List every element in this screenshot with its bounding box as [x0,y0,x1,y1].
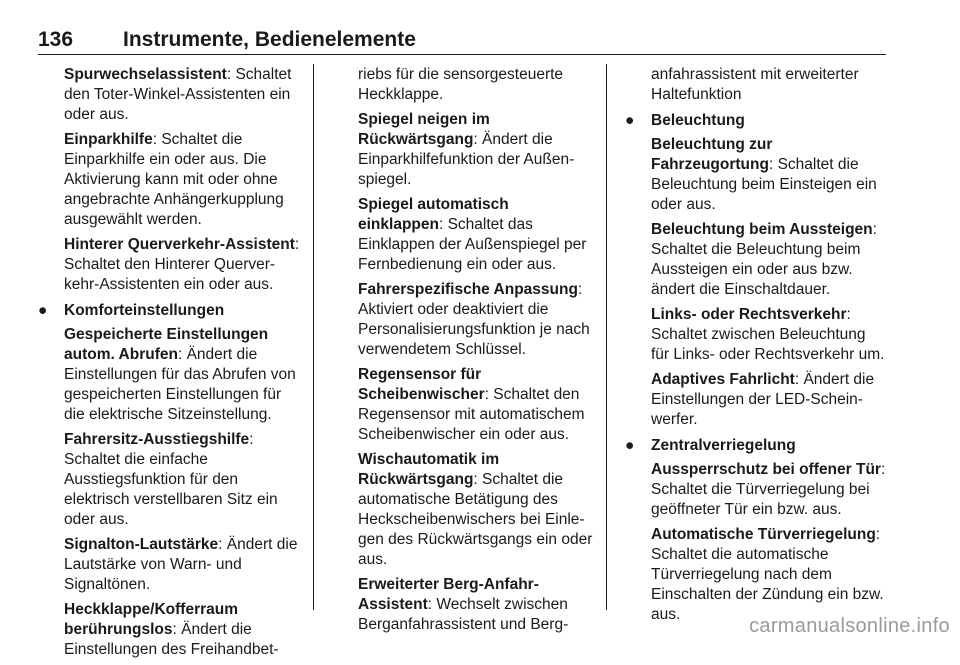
setting-entry [358,365,594,445]
column-divider-1 [313,64,314,610]
setting-description: : Schaltet die Beleuchtung beim Einsteigen ein oder aus. [651,156,877,213]
bullet-icon: ● [625,112,635,129]
setting-term: Beleuchtung beim Aussteigen [651,221,873,238]
setting-term: Aussperrschutz bei offener Tür [651,461,881,478]
page-title: Instrumente, Bedienelemente [123,28,416,51]
setting-description: : Schaltet zwischen Beleuchtung für Links- oder Rechtsverkehr um. [651,306,885,363]
setting-description: : Schaltet die Beleuchtung beim Aussteigen ein oder aus bzw. ändert die Einschaltdauer. [651,221,877,298]
setting-description: : Schaltet die Türverriegelung bei geöffneter Tür ein bzw. aus. [651,461,886,518]
page-header [38,28,886,55]
column-2 [358,65,594,640]
setting-term: Fahrerspezifische Anpassung [358,281,578,298]
column-divider-2 [606,64,607,610]
setting-entry [358,195,594,275]
setting-description: : Schaltet die einfache Ausstiegsfunktion für den elektrisch verstellbaren Sitz ein oder aus. [64,431,278,528]
setting-term: Adaptives Fahrlicht [651,371,795,388]
setting-entry [64,325,300,425]
setting-term: Wischautomatik im Rückwärtsgang [358,451,500,488]
setting-entry [64,65,300,125]
setting-term: Fahrersitz-Ausstiegshilfe [64,431,250,448]
bullet-icon: ● [625,437,635,454]
setting-term: Erweiterter Berg-Anfahr-Assistent [358,576,539,613]
setting-description: : Aktiviert oder deaktiviert die Personalisierungsfunktion je nach verwendetem Schlüssel. [358,281,590,358]
page-number: 136 [38,28,74,51]
setting-term: Spurwechselassistent [64,66,227,83]
setting-term: Automatische Türverriegelung [651,526,876,543]
setting-entry [651,305,887,365]
section-heading-label: Komforteinstellungen [64,302,225,319]
continuation-text: anfahrassistent mit erweiterter Haltefunktion [651,66,859,103]
setting-description: : Ändert die Lautstärke von Warn- und Signaltönen. [64,536,298,593]
setting-entry [358,280,594,360]
setting-description: : Ändert die Einstellungen des Freihandbet- [64,621,279,658]
setting-entry [358,575,594,635]
setting-description: : Schaltet den Hinterer Querverkehr-Assistenten ein oder aus. [64,236,300,293]
setting-description: : Ändert die Einstellungen für das Abrufen von gespeicherten Einstellungen für die elektrische Sitzeinstellung. [64,346,296,423]
setting-entry [64,235,300,295]
setting-entry [651,370,887,430]
setting-description: : Schaltet das Einklappen der Außenspiegel per Fernbedienung ein oder aus. [358,216,587,273]
setting-entry [358,450,594,570]
setting-entry [651,525,887,625]
setting-description: : Schaltet den Regensensor mit automatischem Scheibenwischer ein oder aus. [358,386,585,443]
setting-term: Heckklappe/Kofferraum berührungslos [64,601,239,638]
setting-entry [64,430,300,530]
setting-term: Einparkhilfe [64,131,153,148]
setting-entry [651,135,887,215]
setting-description: : Schaltet die Einparkhilfe ein oder aus. Die Aktivierung kann mit oder ohne angebrachte Anhängerkupplung ausgewählt werden. [64,131,284,228]
setting-term: Hinterer Querverkehr-Assistent [64,236,295,253]
setting-term: Signalton-Lautstärke [64,536,219,553]
setting-entry [651,220,887,300]
setting-description: : Schaltet die automatische Türverriegelung nach dem Einschalten der Zündung ein bzw. aus. [651,526,884,623]
setting-term: Gespeicherte Einstellungen autom. Abrufen [64,326,269,363]
setting-entry [651,460,887,520]
setting-entry [358,110,594,190]
setting-description: : Ändert die Einstellungen der LED-Scheinwerfer. [651,371,875,428]
watermark: carmanualsonline.info [749,615,950,637]
setting-entry [64,600,300,660]
bullet-icon: ● [38,302,48,319]
setting-description: : Schaltet die automatische Betätigung des Heckscheibenwischers bei Einlegen des Rückwärtsgangs ein oder aus. [358,471,593,568]
setting-description: : Wechselt zwischen Berganfahrassistent und Berg- [358,596,569,633]
setting-entry [64,535,300,595]
setting-term: Regensensor für Scheibenwischer [358,366,485,403]
column-1 [38,65,300,665]
setting-term: Spiegel neigen im Rückwärtsgang [358,111,490,148]
section-heading-label: Beleuchtung [651,112,745,129]
setting-term: Beleuchtung zur Fahrzeugortung [651,136,773,173]
section-heading [625,436,887,456]
section-heading-label: Zentralverriegelung [651,437,796,454]
setting-description: : Schaltet den Toter-Winkel-Assistenten ein oder aus. [64,66,292,123]
setting-entry [64,130,300,230]
section-heading [38,301,300,321]
column-3 [625,65,887,630]
section-heading [625,111,887,131]
setting-term: Spiegel automatisch einklappen [358,196,509,233]
setting-description: : Ändert die Einparkhilfefunktion der Außenspiegel. [358,131,575,188]
continuation-text: riebs für die sensorgesteuerte Heckklappe. [358,66,564,103]
setting-term: Links- oder Rechtsverkehr [651,306,847,323]
